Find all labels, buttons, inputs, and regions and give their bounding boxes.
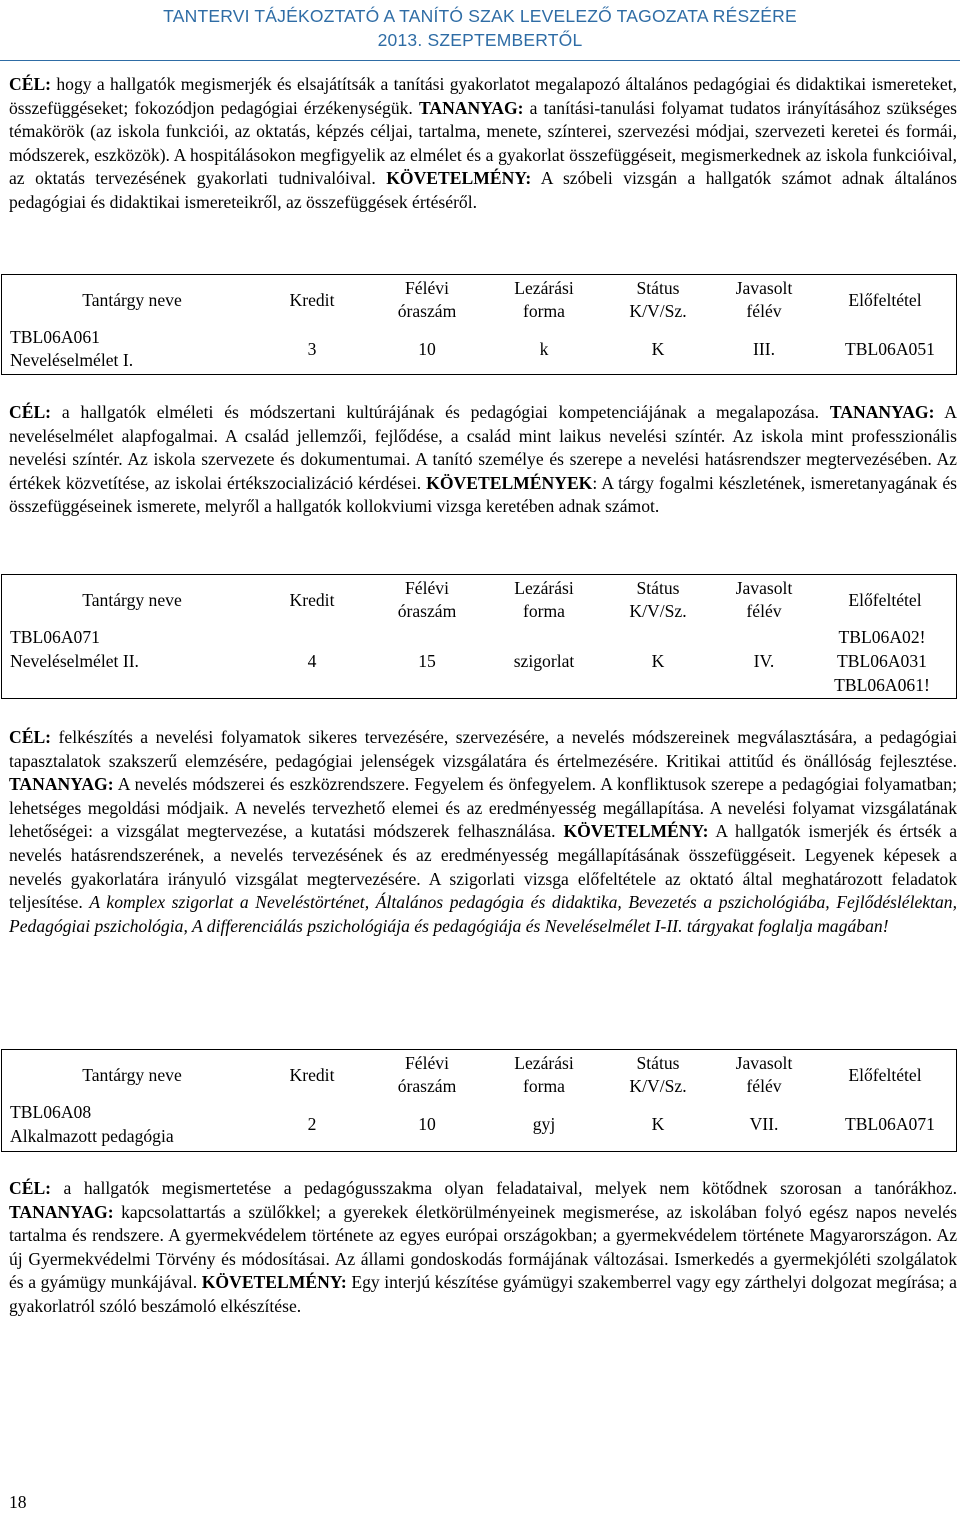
course-statusz: K bbox=[651, 339, 665, 359]
header-elofeltetel: Előfeltétel bbox=[848, 1065, 922, 1085]
header-javasolt: Javasolt félév bbox=[735, 278, 793, 321]
header-felevi: Félévi óraszám bbox=[397, 578, 457, 621]
header-kredit: Kredit bbox=[289, 290, 335, 310]
tananyag-label: TANANYAG: bbox=[829, 402, 935, 422]
kovetelmeny-text: : A tárgy fogalmi készletének, ismeretanyagának és összefüggéseinek ismerete, melyről a hallgatók kollokviumi vizsga keretében adnak számot. bbox=[9, 472, 957, 517]
course-name: Neveléselmélet II. bbox=[10, 651, 139, 671]
header-javasolt: Javasolt félév bbox=[735, 1053, 793, 1096]
kovetelmeny-label: KÖVETELMÉNYEK bbox=[426, 472, 593, 493]
cel-text: felkészítés a nevelési folyamatok sikeres tervezésére, szervezésére, a nevelés módszereinek megválasztására, a pedagógiai tapasztalatok szakszerű elemzésére, pedagógiai jelenségek vizsgálatára és értelmezésére. Kritikai attitűd és önállóság fejlesztése. bbox=[9, 727, 957, 771]
course-kredit: 4 bbox=[307, 651, 317, 671]
kovetelmeny-text: Egy interjú készítése gyámügyi szakemberrel vagy egy zárthelyi dolgozat megírása; a gyakorlatról szóló beszámoló elkészítése. bbox=[9, 1272, 957, 1316]
course-table-1 bbox=[1, 274, 957, 375]
course-kredit: 3 bbox=[307, 339, 317, 359]
course-statusz: K bbox=[651, 651, 665, 671]
header-statusz: Státus K/V/Sz. bbox=[629, 578, 687, 621]
course-felev: IV. bbox=[753, 651, 775, 671]
header-rule bbox=[0, 60, 960, 61]
course-statusz: K bbox=[651, 1114, 665, 1134]
header-lezarasi: Lezárási forma bbox=[514, 578, 574, 621]
cel-text: a hallgatók megismertetése a pedagógusszakma olyan feladataival, melyek nem kötődnek szorosan a tanórákhoz. bbox=[51, 1178, 957, 1198]
tananyag-label: TANANYAG: bbox=[418, 97, 524, 118]
kovetelmeny-label: KÖVETELMÉNY: bbox=[201, 1272, 347, 1293]
course-oraszam: 10 bbox=[418, 1114, 436, 1134]
course-code: TBL06A061 bbox=[10, 327, 100, 347]
course-oraszam: 15 bbox=[418, 651, 436, 671]
course-3-description bbox=[9, 1177, 957, 1319]
course-2-description bbox=[9, 726, 957, 938]
header-kredit: Kredit bbox=[289, 1065, 335, 1085]
course-forma: szigorlat bbox=[513, 651, 575, 671]
intro-paragraph bbox=[9, 73, 957, 215]
kovetelmeny-label: KÖVETELMÉNY: bbox=[563, 821, 709, 842]
running-header-date: 2013. SZEPTEMBERTŐL bbox=[377, 30, 583, 50]
page-number: 18 bbox=[9, 1492, 27, 1512]
course-prereq-2: TBL06A031 bbox=[837, 651, 927, 671]
tananyag-text: A nevelés módszerei és eszközrendszere. Fegyelem és önfegyelem. A konfliktusok szerepe a pedagógiai folyamatban; lehetséges megoldási módjaik. A nevelés tervezhető elemei és az eredményesség megállapítása. A nevelési folyamat vizsgálatának lehetőségei: a vizsgálat megtervezése, a kutatási módszerek felhasználása. bbox=[9, 774, 957, 842]
header-statusz: Státus K/V/Sz. bbox=[629, 278, 687, 321]
course-name: Neveléselmélet I. bbox=[10, 350, 134, 370]
course-oraszam: 10 bbox=[418, 339, 436, 359]
course-felev: VII. bbox=[749, 1114, 779, 1134]
cel-label: CÉL: bbox=[9, 402, 52, 422]
kovetelmeny-text: A szóbeli vizsgán a hallgatók számot adnak általános pedagógiai és didaktikai ismereteikről, az összefüggések értéséről. bbox=[9, 168, 957, 212]
course-code: TBL06A071 bbox=[10, 627, 100, 647]
tananyag-label: TANANYAG: bbox=[9, 1201, 114, 1222]
kovetelmeny-label: KÖVETELMÉNY: bbox=[386, 168, 532, 189]
course-prereq-1: TBL06A02! bbox=[838, 627, 926, 647]
header-kredit: Kredit bbox=[289, 590, 335, 610]
tananyag-label: TANANYAG: bbox=[9, 774, 114, 795]
course-1-description bbox=[9, 401, 957, 519]
cel-label: CÉL: bbox=[9, 74, 52, 94]
course-forma: k bbox=[539, 339, 549, 359]
course-code: TBL06A08 bbox=[10, 1102, 92, 1122]
course-forma: gyj bbox=[532, 1114, 556, 1134]
header-javasolt: Javasolt félév bbox=[735, 578, 793, 621]
tananyag-text: A neveléselmélet alapfogalmai. A család jellemzői, fejlődése, a család mint laikus nevelési színtér. Az iskola mint professzionális nevelési színtér. Az iskola szervezete és dokumentumai. A tanító személye és szerepe a nevelési hatásrendszer megtervezésében. Az értékek közvetítése, az iskolai értékszocializáció kérdései. bbox=[9, 402, 958, 493]
header-name: Tantárgy neve bbox=[82, 1065, 182, 1085]
szigorlat-note: A komplex szigorlat a Neveléstörténet, Általános pedagógia és didaktika, Bevezetés a pszichológiába, Fejlődéslélektan, Pedagógiai pszichológia, A differenciálás pszichológiája és pedagógiája és Neveléselmélet I-II. tárgyakat foglalja magában! bbox=[9, 892, 957, 936]
course-table-3 bbox=[1, 1049, 957, 1152]
cel-label: CÉL: bbox=[9, 1178, 52, 1198]
header-felevi: Félévi óraszám bbox=[397, 278, 457, 321]
cel-label: CÉL: bbox=[9, 727, 52, 747]
header-felevi: Félévi óraszám bbox=[397, 1053, 457, 1096]
cel-text: hogy a hallgatók megismerjék és elsajátítsák a tanítási gyakorlatot megalapozó általános pedagógiai és didaktikai ismereteket, összefüggéseket; fokozódjon pedagógiai érzékenységük. bbox=[9, 74, 957, 118]
tananyag-text: kapcsolattartás a szülőkkel; a gyerekek életkörülményeinek megismerése, az iskolában folyó egész napos nevelés tartalma és rendszere. A gyermekvédelem története az egyes európai országokban; a gyermekvédelem története Magyarországon. Az új Gyermekvédelmi Törvény és módosításai. Az állami gondoskodás formájának változásai. Ismerkedés a gyermekjóléti szolgálatok és a gyámügy munkájával. bbox=[9, 1201, 957, 1293]
cel-text: a hallgatók elméleti és módszertani kultúrájának és pedagógiai kompetenciájának a megalapozása. bbox=[51, 402, 830, 422]
header-lezarasi: Lezárási forma bbox=[514, 1053, 574, 1096]
kovetelmeny-text: A hallgatók ismerjék és értsék a nevelés hatásrendszerének, a nevelés tervezésének és az eredményesség megállapításának összefüggéseit. Legyenek képesek a nevelés gyakorlatára irányuló vizsgálat megtervezésére. A szigorlati vizsga előfeltétele az oktató által meghatározott feladatok teljesítése. bbox=[9, 821, 958, 913]
header-elofeltetel: Előfeltétel bbox=[848, 290, 922, 310]
course-prereq: TBL06A071 bbox=[845, 1114, 935, 1134]
header-name: Tantárgy neve bbox=[82, 590, 182, 610]
course-prereq-3: TBL06A061! bbox=[834, 675, 930, 695]
tananyag-text: a tanítási-tanulási folyamat tudatos irányításához szükséges témakörök (az iskola funkciói, az oktatás, képzés céljai, tartalma, menete, színterei, szervezési módjai, szervezeti keretei és formái, módszerek, eszközök). A hospitálásokon megfigyelik az elmélet és a gyakorlat összefüggéseit, megismerkednek az iskola funkcióival, az oktatás tervezésének gyakorlati tudnivalóival. bbox=[9, 97, 957, 189]
course-kredit: 2 bbox=[307, 1114, 317, 1134]
course-felev: III. bbox=[753, 339, 775, 359]
header-name: Tantárgy neve bbox=[82, 290, 182, 310]
running-header-title: TANTERVI TÁJÉKOZTATÓ A TANÍTÓ SZAK LEVELEZŐ TAGOZATA RÉSZÉRE bbox=[163, 6, 797, 26]
header-elofeltetel: Előfeltétel bbox=[848, 590, 922, 610]
course-prereq: TBL06A051 bbox=[845, 339, 935, 359]
course-name: Alkalmazott pedagógia bbox=[10, 1126, 174, 1146]
header-lezarasi: Lezárási forma bbox=[514, 278, 574, 321]
header-statusz: Státus K/V/Sz. bbox=[629, 1053, 687, 1096]
course-table-2 bbox=[1, 574, 957, 699]
